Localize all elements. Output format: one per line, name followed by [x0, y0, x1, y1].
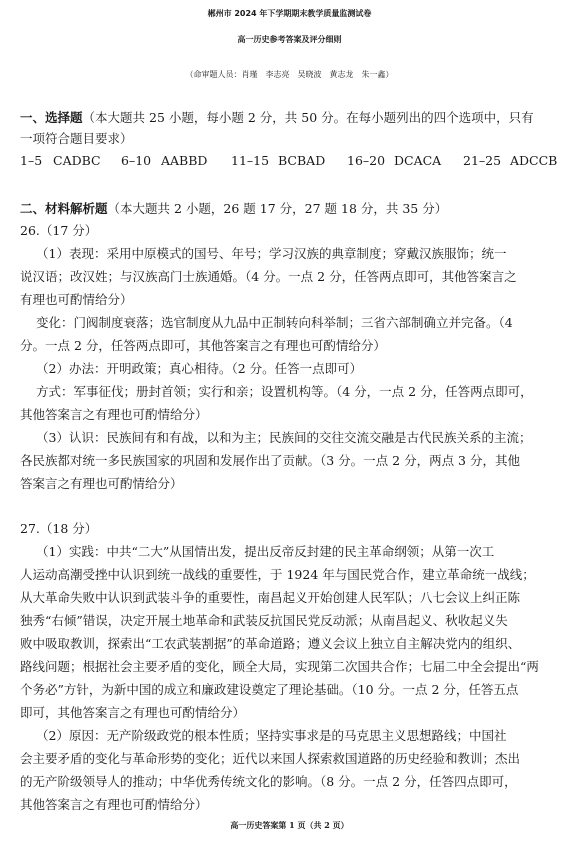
page-footer: 高一历史答案第 1 页（共 2 页）	[230, 820, 349, 830]
q26-text-line: 其他答案言之有理也可酌情给分）	[20, 407, 208, 422]
q27-text-line: （2）原因：无产阶级政党的根本性质；坚持实事求是的马克思主义思想路线；中国社	[36, 728, 507, 743]
q27-text-line: 即可，其他答案言之有理也可酌情给分）	[20, 705, 246, 720]
q26-text-line: （1）表现：采用中原模式的国号、年号；学习汉族的典章制度；穿戴汉族服饰；统一	[36, 246, 507, 261]
answer-key: CADBC	[53, 153, 101, 168]
q26-text-line: 变化：门阀制度衰落；选官制度从九品中正制转向科举制；三省六部制确立并完备。（4	[36, 315, 513, 330]
section1-desc: （本大题共 25 小题，每小题 2 分，共 50 分。在每小题列出的四个选项中，只有	[82, 110, 534, 125]
q27-text-line: 从大革命失败中认识到武装斗争的重要性，南昌起义开始创建人民军队；八七会议上纠正陈	[20, 590, 521, 605]
section2-heading: 二、材料解析题	[20, 201, 108, 216]
q27-text-line: 会主要矛盾的变化与革命形势的变化；近代以来国人探索救国道路的历史经验和教训；杰出	[20, 751, 521, 766]
answer-range: 21–25	[463, 153, 502, 168]
answer-key: AABBD	[161, 153, 208, 168]
q27-label: 27.（18 分）	[20, 521, 98, 536]
section2-desc: （本大题共 2 小题，26 题 17 分，27 题 18 分，共 35 分）	[107, 201, 448, 216]
section2-line	[20, 199, 447, 217]
section1-line1	[20, 108, 534, 126]
q26-text-line: 分。一点 2 分，任答两点即可，其他答案言之有理也可酌情给分）	[20, 338, 386, 353]
q26-text-line: （2）办法：开明政策；真心相待。（2 分。任答一点即可）	[36, 361, 363, 376]
section1-desc-cont: 一项符合题目要求）	[20, 131, 133, 146]
answer-range: 11–15	[231, 153, 270, 168]
q26-text-line: 有理也可酌情给分）	[20, 292, 133, 307]
answer-range: 16–20	[347, 153, 386, 168]
q26-text-line: （3）认识：民族间有和有战，以和为主；民族间的交往交流交融是古代民族关系的主流；	[36, 430, 532, 445]
answer-key: ADCCB	[510, 153, 558, 168]
q27-text-line: 独秀“右倾”错误，决定开展土地革命和武装反抗国民党反动派；从南昌起义、秋收起义失	[20, 613, 508, 628]
section1-heading: 一、选择题	[20, 110, 83, 125]
q26-text-line: 各民族都对统一多民族国家的巩固和发展作出了贡献。（3 分。一点 2 分，两点 3 分，其他	[20, 453, 520, 468]
answer-range: 1–5	[20, 153, 43, 168]
q26-text-line: 答案言之有理也可酌情给分）	[20, 476, 183, 491]
answer-key: BCBAD	[278, 153, 326, 168]
exam-title: 郴州市 2024 年下学期期末教学质量监测试卷	[207, 9, 372, 18]
q27-text-line: （1）实践：中共“二大”从国情出发，提出反帝反封建的民主革命纲领；从第一次工	[36, 544, 495, 559]
q26-text-line: 方式：军事征伐；册封首领；实行和亲；设置机构等。（4 分，一点 2 分，任答两点即可，	[36, 384, 533, 399]
q26-label: 26.（17 分）	[20, 223, 98, 238]
q27-text-line: 败中吸取教训，探索出“工农武装割据”的革命道路；遵义会议上独立自主解决党内的组织、	[20, 636, 521, 651]
q27-text-line: 人运动高潮受挫中认识到统一战线的重要性，于 1924 年与国民党合作，建立革命统一战线；	[20, 567, 535, 582]
exam-subtitle: 高一历史参考答案及评分细则	[237, 35, 342, 44]
q27-text-line: 的无产阶级领导人的推动；中华优秀传统文化的影响。（8 分。一点 2 分，任答四点即可，	[20, 774, 517, 789]
answer-key: DCACA	[394, 153, 442, 168]
q27-text-line: 路线问题；根据社会主要矛盾的变化，顾全大局，实现第二次国共合作；七届二中全会提出“两	[20, 659, 539, 674]
q27-text-line: 个务必”方针，为新中国的成立和廉政建设奠定了理论基础。（10 分。一点 2 分，任答五点	[20, 682, 519, 697]
q27-text-line: 其他答案言之有理也可酌情给分）	[20, 797, 208, 812]
q26-text-line: 说汉语；改汉姓；与汉族高门士族通婚。（4 分。一点 2 分，任答两点即可，其他答案言之	[20, 269, 517, 284]
answer-range: 6–10	[121, 153, 152, 168]
authors-line: （命审题人员：肖瑾 李志亮 吴晓波 黄志龙 朱一鑫）	[185, 70, 394, 79]
